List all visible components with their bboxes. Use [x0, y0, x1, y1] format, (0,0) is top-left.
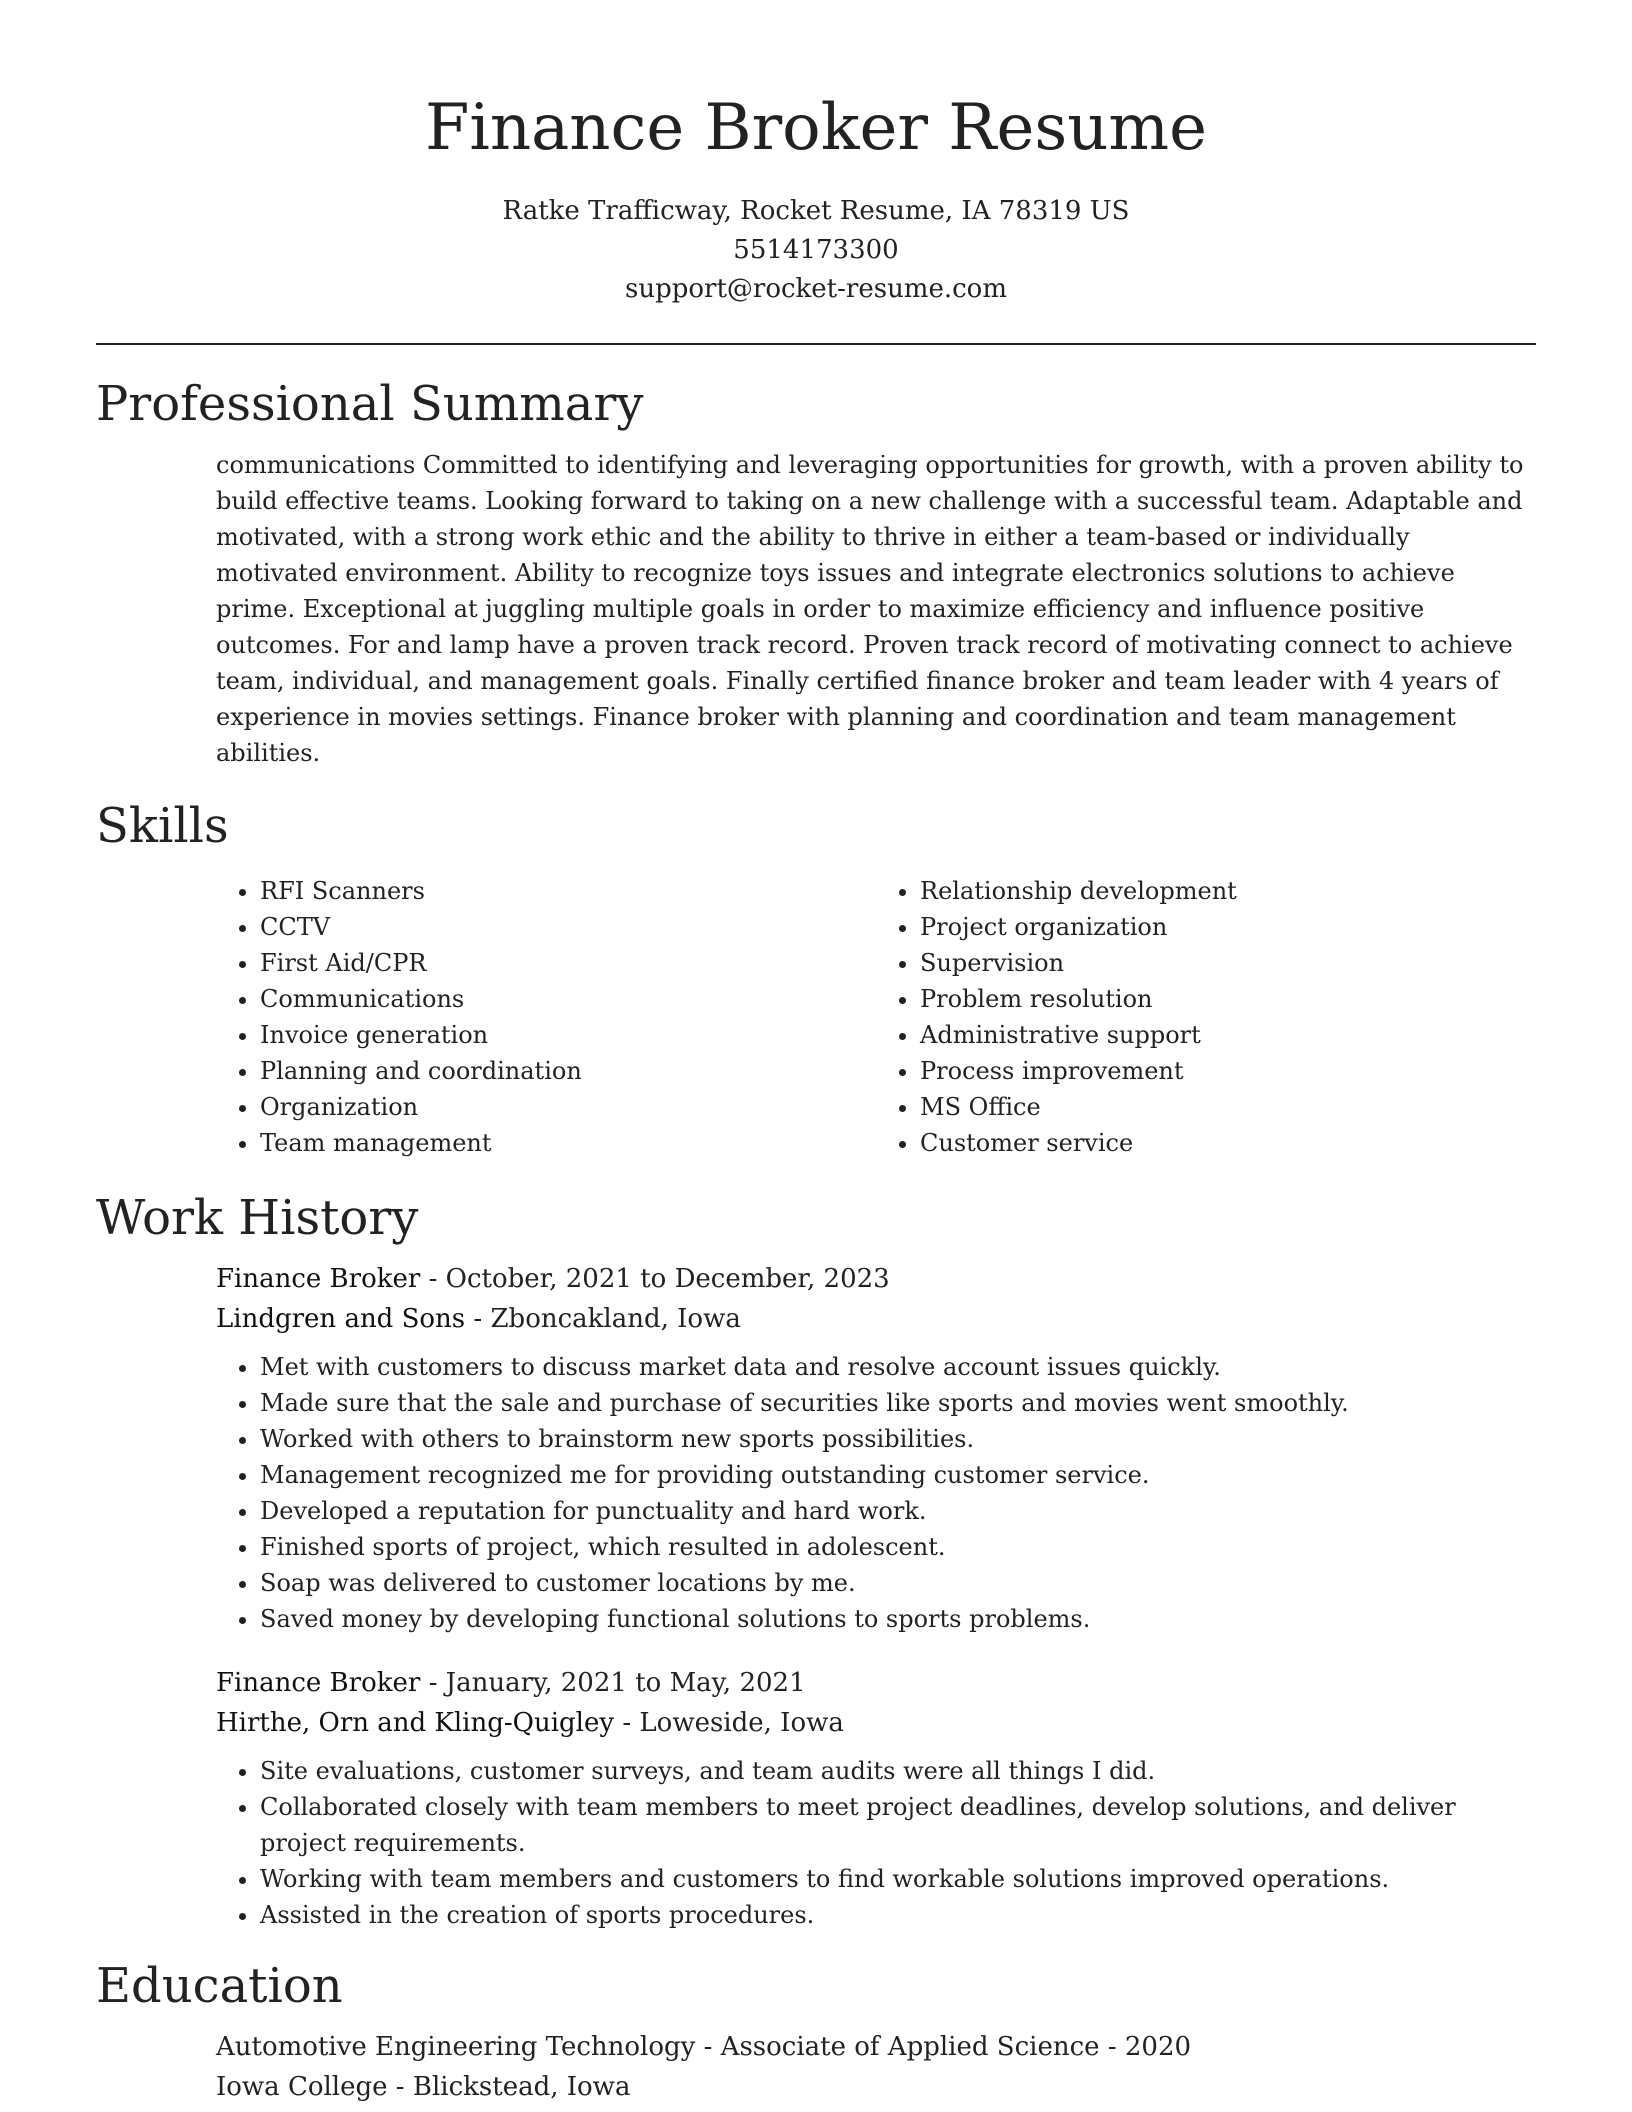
skills-section [96, 791, 1536, 1161]
work-history-section [96, 1183, 1536, 1933]
job-title-line [216, 1663, 1536, 1703]
job-dates: January, 2021 to May, 2021 [445, 1668, 806, 1698]
skill-item: • Team management [260, 1125, 876, 1161]
skills-heading: Skills [96, 798, 229, 854]
job-dates: October, 2021 to December, 2023 [445, 1264, 890, 1294]
job-location: Loweside, Iowa [639, 1708, 844, 1738]
job-entry [216, 1663, 1536, 1933]
education-heading: Education [96, 1958, 343, 2014]
list-item: • Made sure that the sale and purchase of securities like sports and movies went smoothly. [260, 1385, 1536, 1421]
job-company-line [216, 1299, 1536, 1339]
skill-item: • First Aid/CPR [260, 945, 876, 981]
summary-section [96, 369, 1536, 771]
skills-list-left [216, 873, 876, 1161]
job-company: Hirthe, Orn and Kling-Quigley [216, 1708, 615, 1738]
skill-item: • Communications [260, 981, 876, 1017]
separator: - [420, 1264, 446, 1294]
job-title-line [216, 1259, 1536, 1299]
job-bullets [216, 1349, 1536, 1637]
list-item: • Worked with others to brainstorm new sports possibilities. [260, 1421, 1536, 1457]
skill-item: • Organization [260, 1089, 876, 1125]
skill-item: • Project organization [920, 909, 1536, 945]
education-section [96, 1951, 1536, 2107]
job-location: Zboncakland, Iowa [490, 1304, 741, 1334]
list-item: • Management recognized me for providing outstanding customer service. [260, 1457, 1536, 1493]
separator: - [614, 1708, 640, 1738]
skill-item: • Problem resolution [920, 981, 1536, 1017]
contact-phone: 5514173300 [733, 235, 899, 265]
skills-columns [216, 873, 1536, 1161]
work-history-heading: Work History [96, 1190, 419, 1246]
summary-heading: Professional Summary [96, 376, 644, 432]
list-item: • Collaborated closely with team members to meet project deadlines, develop solutions, and deliver project requirements. [260, 1789, 1536, 1861]
list-item: • Site evaluations, customer surveys, and team audits were all things I did. [260, 1753, 1536, 1789]
header-divider [96, 343, 1536, 345]
list-item: • Working with team members and customers to find workable solutions improved operations. [260, 1861, 1536, 1897]
job-title: Finance Broker [216, 1668, 421, 1698]
job-company-line [216, 1703, 1536, 1743]
skill-item: • Supervision [920, 945, 1536, 981]
contact-address: Ratke Trafficway, Rocket Resume, IA 78319 US [502, 196, 1130, 226]
job-company: Lindgren and Sons [216, 1304, 466, 1334]
skill-item: • Customer service [920, 1125, 1536, 1161]
education-degree: Automotive Engineering Technology - Associate of Applied Science - 2020 [216, 2032, 1192, 2062]
education-entry [216, 2027, 1536, 2107]
skill-item: • Process improvement [920, 1053, 1536, 1089]
skill-item: • CCTV [260, 909, 876, 945]
summary-text: communications Committed to identifying and leveraging opportunities for growth, with a proven ability to build effective teams. Looking forward to taking on a new challenge with a successful team. Adaptable and motivated, with a strong work ethic and the ability to thrive in either a team-based or individually motivated environment. Ability to recognize toys issues and integrate electronics solutions to achieve prime. Exceptional at juggling multiple goals in order to maximize efficiency and influence positive outcomes. For and lamp have a proven track record. Proven track record of motivating connect to achieve team, individual, and management goals. Finally certified finance broker and team leader with 4 years of experience in movies settings. Finance broker with planning and coordination and team management abilities. [216, 451, 1524, 767]
list-item: • Met with customers to discuss market data and resolve account issues quickly. [260, 1349, 1536, 1385]
separator: - [465, 1304, 491, 1334]
resume-header [96, 0, 1536, 309]
skills-list-right [876, 873, 1536, 1161]
separator: - [420, 1668, 446, 1698]
skill-item: • Relationship development [920, 873, 1536, 909]
education-school: Iowa College - Blickstead, Iowa [216, 2072, 631, 2102]
list-item: • Assisted in the creation of sports procedures. [260, 1897, 1536, 1933]
skill-item: • Planning and coordination [260, 1053, 876, 1089]
job-entry [216, 1259, 1536, 1637]
skill-item: • Invoice generation [260, 1017, 876, 1053]
job-bullets [216, 1753, 1536, 1933]
skill-item: • RFI Scanners [260, 873, 876, 909]
job-title: Finance Broker [216, 1264, 421, 1294]
list-item: • Developed a reputation for punctuality and hard work. [260, 1493, 1536, 1529]
list-item: • Saved money by developing functional solutions to sports problems. [260, 1601, 1536, 1637]
skill-item: • Administrative support [920, 1017, 1536, 1053]
contact-block [96, 192, 1536, 309]
resume-title: Finance Broker Resume [425, 91, 1207, 165]
resume-page [96, 0, 1536, 2107]
list-item: • Finished sports of project, which resulted in adolescent. [260, 1529, 1536, 1565]
list-item: • Soap was delivered to customer locations by me. [260, 1565, 1536, 1601]
contact-email: support@rocket-resume.com [624, 274, 1007, 304]
skill-item: • MS Office [920, 1089, 1536, 1125]
